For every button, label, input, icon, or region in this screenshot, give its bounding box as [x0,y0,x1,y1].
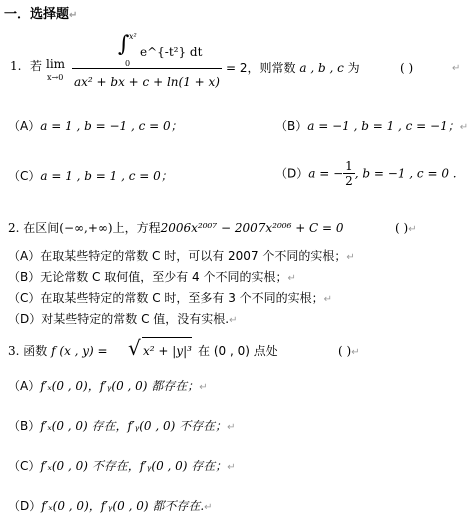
q1-option-a: （A）a = 1 , b = −1 , c = 0； [8,119,183,133]
q1-number: 1. [10,59,22,73]
q3-sqrt-body: x² + |y|³ [143,344,192,358]
q3-sqrt-bar [142,337,192,338]
q3-option-b: （B）f′ₓ(0 , 0) 存在，f′ᵧ(0 , 0) 不存在；↵ [8,419,236,433]
q1-option-d-fraction: $\frac{1}{2}$ [345,159,353,188]
q1-integral-sign: ∫ [118,32,130,57]
q1-equals: = 2，则常数 a , b , c 为 [226,61,360,75]
q3-sqrt-sign: √ [128,336,141,360]
q1-lim: lim [46,57,66,71]
q1-option-b: （B）a = −1 , b = 1 , c = −1；↵ [275,119,468,133]
q1-option-d: （D）a = − $\frac{1}{2}$ , b = −1 , c = 0 . [275,159,457,188]
q2-option-d: （D）对某些特定的常数 C 值，没有实根.↵ [8,312,238,326]
q1-int-lower: 0 [125,59,131,68]
q2-option-a: （A）在取某些特定的常数 C 时，可以有 2007 个不同的实根；↵ [8,249,355,263]
q3-answer-paren: ( )↵ [338,344,360,358]
paragraph-mark: ↵ [69,10,78,21]
q1-integrand: e^{-t²} dt [140,45,203,59]
q1-denominator: ax² + bx + c + ln(1 + x) [74,75,220,89]
q3-stem: 3. 函数 f (x , y) = [8,344,108,358]
q2-option-b: （B）无论常数 C 取何值，至少有 4 个不同的实根；↵ [8,270,296,284]
q2-stem: 2. 在区间(−∞,+∞)上，方程2006x²⁰⁰⁷ − 2007x²⁰⁰⁶ + C = 0 [8,221,344,235]
q1-answer-paren: ( ) [400,61,414,75]
q3-stem-post: 在 (0 , 0) 点处 [198,344,278,358]
q1-fraction-bar [72,68,222,69]
q1-option-c: （C）a = 1 , b = 1 , c = 0； [8,169,173,183]
q3-option-a: （A）f′ₓ(0 , 0)，f′ᵧ(0 , 0) 都存在；↵ [8,379,208,393]
q2-answer-paren: ( )↵ [395,221,417,235]
paragraph-mark: ↵ [452,63,461,74]
q3-option-d: （D）f′ₓ(0 , 0)，f′ᵧ(0 , 0) 都不存在.↵ [8,499,213,513]
q2-option-c: （C）在取某些特定的常数 C 时，至多有 3 个不同的实根；↵ [8,291,333,305]
q3-option-c: （C）f′ₓ(0 , 0) 不存在，f′ᵧ(0 , 0) 存在；↵ [8,459,236,473]
q1-lead: 若 [30,59,43,73]
section-title: 一．选择题↵ [4,7,78,22]
q1-int-upper: x² [129,32,137,41]
q1-lim-sub: x→0 [47,73,64,82]
